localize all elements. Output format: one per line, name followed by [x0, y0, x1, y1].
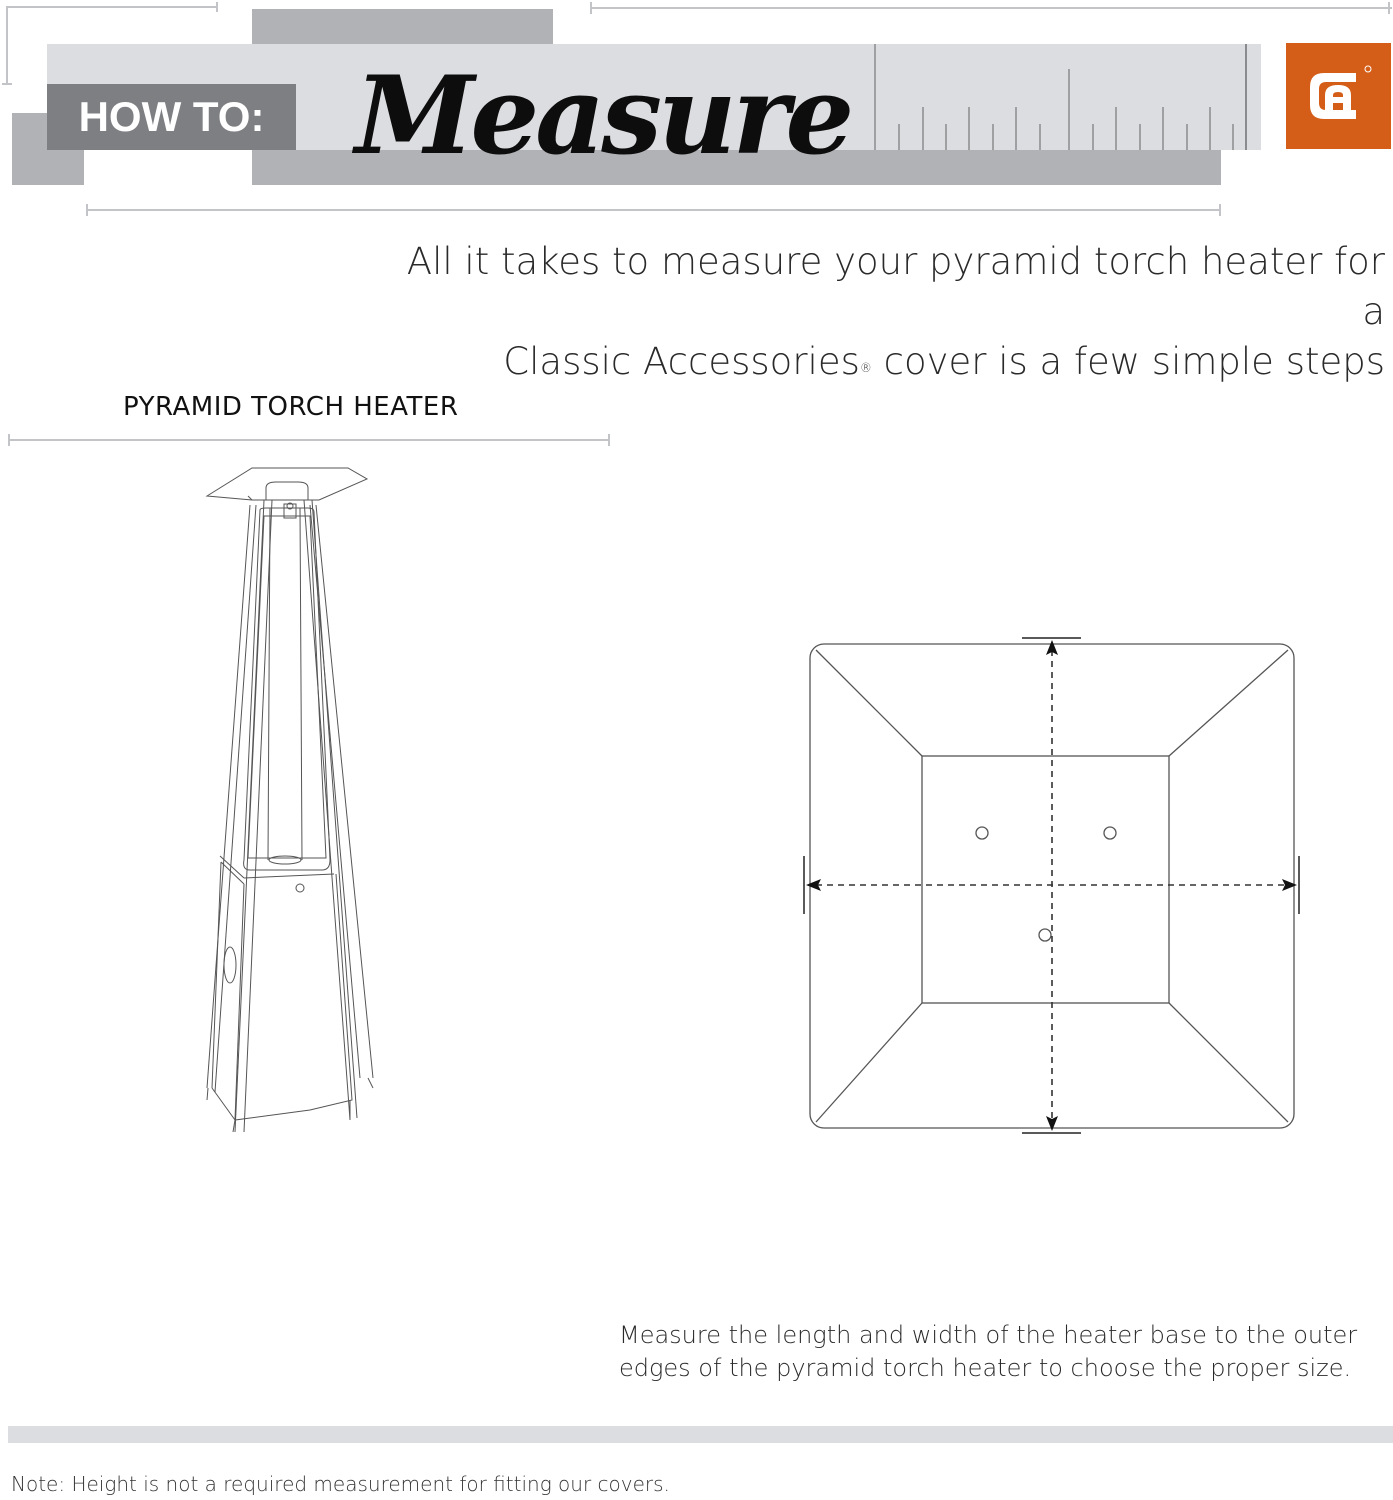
- pyramid-torch-heater-illustration: [190, 460, 390, 1150]
- base-measurement-diagram: [800, 630, 1310, 1140]
- bracket-bottom-tick-left: [86, 204, 88, 216]
- bracket-bottom: [86, 209, 1221, 211]
- intro-brand: Classic Accessories: [503, 340, 860, 383]
- bracket-top-left-tick: [216, 2, 218, 12]
- intro-line-2-rest: cover is a few simple steps: [871, 340, 1385, 383]
- underline-tick-right: [608, 434, 610, 446]
- header-band-top: [252, 9, 553, 44]
- bracket-left-vertical: [6, 6, 8, 84]
- intro-text: [385, 237, 1385, 387]
- bracket-bottom-tick-right: [1219, 204, 1221, 216]
- page-title: Measure: [355, 53, 851, 179]
- underline-tick-left: [8, 434, 10, 446]
- bracket-left-tick: [2, 83, 12, 85]
- bracket-top-right-tick-left: [590, 2, 592, 14]
- bracket-top-right: [590, 7, 1392, 9]
- bracket-top-left: [6, 6, 218, 8]
- intro-line-1: All it takes to measure your pyramid torch heater for a: [406, 240, 1385, 333]
- howto-label: HOW TO:: [47, 84, 296, 150]
- instruction-line-1: Measure the length and width of the heater base to the outer: [619, 1321, 1358, 1349]
- instruction-line-2: edges of the pyramid torch heater to choose the proper size.: [619, 1354, 1352, 1382]
- footer-note: Note: Height is not a required measurement for fitting our covers.: [11, 1472, 670, 1496]
- ruler-ticks: [870, 44, 1250, 152]
- bracket-top-right-tick-right: [1388, 2, 1390, 14]
- product-title-underline: [8, 439, 610, 441]
- instruction-text: [619, 1319, 1389, 1385]
- product-title: PYRAMID TORCH HEATER: [123, 392, 459, 422]
- intro-line-2: [385, 337, 1385, 387]
- ca-monogram-logo-icon: [1286, 43, 1391, 149]
- footer-divider-band: [8, 1426, 1393, 1443]
- brand-logo: [1286, 43, 1391, 149]
- registered-mark: ®: [859, 361, 872, 375]
- ruler-end: [1245, 44, 1247, 150]
